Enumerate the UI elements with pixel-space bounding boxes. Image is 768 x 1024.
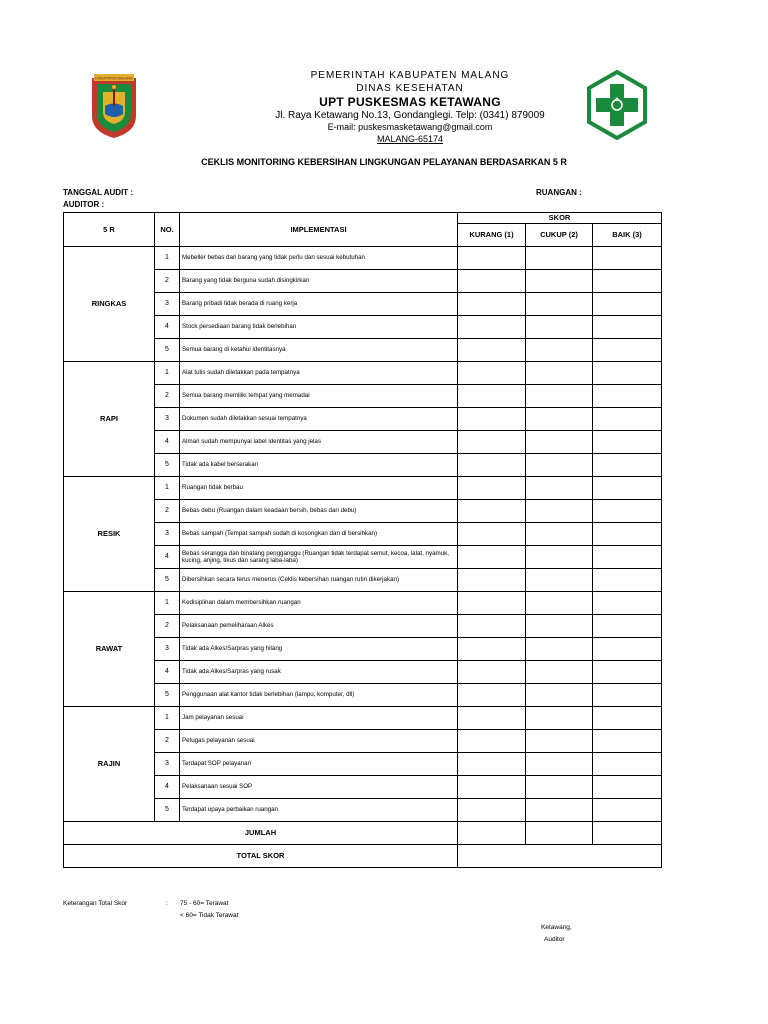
tanggal-audit-label: TANGGAL AUDIT : — [63, 188, 134, 197]
jumlah-label: JUMLAH — [64, 822, 458, 845]
table-row — [64, 707, 662, 730]
score-cukup-cell[interactable] — [526, 454, 593, 477]
item-number: 5 — [155, 339, 180, 362]
signature-role: Auditor — [544, 936, 565, 943]
logo-left-text: KABUPATEN MALANG — [95, 76, 133, 81]
score-kurang-cell[interactable] — [458, 270, 526, 293]
item-implementasi: Bebas serangga dan binatang pengganggu (Ruangan tidak terdapat semut, kecoa, lalat, nyamuk, kucing, anjing, tikus dan sarang laba-laba) — [180, 546, 458, 569]
item-implementasi: Jam pelayanan sesuai — [180, 707, 458, 730]
score-kurang-cell[interactable] — [458, 638, 526, 661]
item-number: 5 — [155, 569, 180, 592]
score-baik-cell[interactable] — [593, 477, 662, 500]
score-baik-cell[interactable] — [593, 523, 662, 546]
item-implementasi: Barang yang tidak berguna sudah disingkirkan — [180, 270, 458, 293]
auditor-label: AUDITOR : — [63, 200, 105, 209]
score-baik-cell[interactable] — [593, 569, 662, 592]
score-kurang-cell[interactable] — [458, 247, 526, 270]
item-implementasi: Alat tulis sudah diletakkan pada tempatnya — [180, 362, 458, 385]
score-kurang-cell[interactable] — [458, 799, 526, 822]
header-email: E-mail: puskesmasketawang@gmail.com — [327, 122, 493, 132]
score-kurang-cell[interactable] — [458, 339, 526, 362]
score-cukup-cell[interactable] — [526, 293, 593, 316]
category-rawat: RAWAT — [64, 592, 155, 707]
category-resik: RESIK — [64, 477, 155, 592]
score-kurang-cell[interactable] — [458, 362, 526, 385]
total-row — [64, 845, 662, 868]
item-number: 2 — [155, 500, 180, 523]
score-baik-cell[interactable] — [593, 431, 662, 454]
score-kurang-cell[interactable] — [458, 546, 526, 569]
score-cukup-cell[interactable] — [526, 684, 593, 707]
score-cukup-cell[interactable] — [526, 477, 593, 500]
table-row — [64, 592, 662, 615]
header-baik: BAIK (3) — [593, 224, 662, 247]
item-number: 2 — [155, 615, 180, 638]
score-kurang-cell[interactable] — [458, 776, 526, 799]
score-kurang-cell[interactable] — [458, 592, 526, 615]
score-baik-cell[interactable] — [593, 615, 662, 638]
header-department: DINAS KESEHATAN — [356, 83, 464, 94]
jumlah-row — [64, 822, 662, 845]
item-implementasi: Tidak ada kabel berserakan — [180, 454, 458, 477]
item-number: 1 — [155, 592, 180, 615]
puskesmas-logo-icon — [586, 70, 648, 140]
header-implementasi: IMPLEMENTASI — [180, 213, 458, 247]
item-number: 1 — [155, 477, 180, 500]
score-kurang-cell[interactable] — [458, 730, 526, 753]
item-implementasi: Terdapat SOP pelayanan — [180, 753, 458, 776]
score-baik-cell[interactable] — [593, 753, 662, 776]
score-cukup-cell[interactable] — [526, 615, 593, 638]
score-cukup-cell[interactable] — [526, 638, 593, 661]
header-no: NO. — [155, 213, 180, 247]
table-row — [64, 477, 662, 500]
score-cukup-cell[interactable] — [526, 431, 593, 454]
range-terawat: 75 - 60= Terawat — [180, 900, 229, 907]
score-baik-cell[interactable] — [593, 730, 662, 753]
jumlah-kurang-cell[interactable] — [458, 822, 526, 845]
kabupaten-malang-logo-icon — [89, 72, 139, 140]
score-cukup-cell[interactable] — [526, 661, 593, 684]
item-number: 4 — [155, 661, 180, 684]
item-number: 5 — [155, 454, 180, 477]
item-implementasi: Semua barang memiliki tempat yang memadai — [180, 385, 458, 408]
score-kurang-cell[interactable] — [458, 523, 526, 546]
document-title: CEKLIS MONITORING KEBERSIHAN LINGKUNGAN PELAYANAN BERDASARKAN 5 R — [201, 157, 567, 167]
score-cukup-cell[interactable] — [526, 730, 593, 753]
item-implementasi: Semua barang di ketahui identitasnya — [180, 339, 458, 362]
item-number: 2 — [155, 385, 180, 408]
score-baik-cell[interactable] — [593, 408, 662, 431]
score-kurang-cell[interactable] — [458, 500, 526, 523]
item-number: 3 — [155, 293, 180, 316]
item-implementasi: Tidak ada Alkes/Sarpras yang hilang — [180, 638, 458, 661]
score-baik-cell[interactable] — [593, 684, 662, 707]
score-cukup-cell[interactable] — [526, 592, 593, 615]
score-baik-cell[interactable] — [593, 362, 662, 385]
score-baik-cell[interactable] — [593, 339, 662, 362]
score-kurang-cell[interactable] — [458, 316, 526, 339]
ruangan-label: RUANGAN : — [536, 188, 582, 197]
score-cukup-cell[interactable] — [526, 270, 593, 293]
score-cukup-cell[interactable] — [526, 776, 593, 799]
score-cukup-cell[interactable] — [526, 569, 593, 592]
item-number: 4 — [155, 546, 180, 569]
score-kurang-cell[interactable] — [458, 408, 526, 431]
header-skor: SKOR — [458, 213, 662, 224]
item-number: 4 — [155, 776, 180, 799]
table-row — [64, 247, 662, 270]
score-cukup-cell[interactable] — [526, 362, 593, 385]
item-number: 4 — [155, 316, 180, 339]
score-kurang-cell[interactable] — [458, 707, 526, 730]
score-cukup-cell[interactable] — [526, 523, 593, 546]
header-government: PEMERINTAH KABUPATEN MALANG — [310, 70, 510, 81]
header-postal: MALANG-65174 — [376, 134, 444, 144]
score-baik-cell[interactable] — [593, 638, 662, 661]
item-implementasi: Barang pribadi tidak berada di ruang kerja — [180, 293, 458, 316]
score-kurang-cell[interactable] — [458, 477, 526, 500]
score-baik-cell[interactable] — [593, 293, 662, 316]
score-kurang-cell[interactable] — [458, 684, 526, 707]
item-number: 3 — [155, 753, 180, 776]
score-baik-cell[interactable] — [593, 799, 662, 822]
item-number: 2 — [155, 270, 180, 293]
total-skor-label: TOTAL SKOR — [64, 845, 458, 868]
category-rapi: RAPI — [64, 362, 155, 477]
signature-place: Ketawang, — [541, 924, 572, 931]
category-rajin: RAJIN — [64, 707, 155, 822]
range-tidak-terawat: < 60= Tidak Terawat — [180, 912, 239, 919]
jumlah-baik-cell[interactable] — [593, 822, 662, 845]
item-implementasi: Almari sudah mempunyai label identitas yang jelas — [180, 431, 458, 454]
score-cukup-cell[interactable] — [526, 385, 593, 408]
total-skor-cell[interactable] — [458, 845, 662, 868]
item-implementasi: Ruangan tidak berbau — [180, 477, 458, 500]
score-baik-cell[interactable] — [593, 316, 662, 339]
item-implementasi: Kedisiplinan dalam membersihkan ruangan — [180, 592, 458, 615]
item-number: 3 — [155, 638, 180, 661]
header-cukup: CUKUP (2) — [526, 224, 593, 247]
category-ringkas: RINGKAS — [64, 247, 155, 362]
score-kurang-cell[interactable] — [458, 431, 526, 454]
score-baik-cell[interactable] — [593, 707, 662, 730]
item-implementasi: Terdapat upaya perbaikan ruangan — [180, 799, 458, 822]
item-implementasi: Mebeller bebas dari barang yang tidak perlu dan sesuai kebutuhan — [180, 247, 458, 270]
item-implementasi: Tidak ada Alkes/Sarpras yang rusak — [180, 661, 458, 684]
score-baik-cell[interactable] — [593, 661, 662, 684]
checklist-table — [63, 212, 662, 868]
item-implementasi: Bebas sampah (Tempat sampah sudah di kosongkan dan di bersihkan) — [180, 523, 458, 546]
score-cukup-cell[interactable] — [526, 546, 593, 569]
header-5r: 5 R — [64, 213, 155, 247]
item-number: 1 — [155, 247, 180, 270]
item-implementasi: Petugas pelayanan sesuai — [180, 730, 458, 753]
score-baik-cell[interactable] — [593, 247, 662, 270]
item-implementasi: Dokumen sudah diletakkan sesuai tempatnya — [180, 408, 458, 431]
item-number: 5 — [155, 799, 180, 822]
score-cukup-cell[interactable] — [526, 408, 593, 431]
score-baik-cell[interactable] — [593, 454, 662, 477]
score-cukup-cell[interactable] — [526, 707, 593, 730]
item-implementasi: Bebas debu (Ruangan dalam keadaan bersih, bebas dari debu) — [180, 500, 458, 523]
item-number: 2 — [155, 730, 180, 753]
keterangan-colon: : — [166, 900, 168, 907]
header-address: Jl. Raya Ketawang No.13, Gondanglegi. Telp: (0341) 879009 — [275, 110, 545, 121]
item-number: 5 — [155, 684, 180, 707]
score-cukup-cell[interactable] — [526, 339, 593, 362]
jumlah-cukup-cell[interactable] — [526, 822, 593, 845]
score-kurang-cell[interactable] — [458, 569, 526, 592]
item-implementasi: Pelaksanaan pemeliharaan Alkes — [180, 615, 458, 638]
item-number: 3 — [155, 408, 180, 431]
item-implementasi: Penggunaan alat kantor tidak berlebihan (lampu, komputer, dll) — [180, 684, 458, 707]
score-baik-cell[interactable] — [593, 592, 662, 615]
header-organization: UPT PUSKESMAS KETAWANG — [319, 95, 501, 109]
score-cukup-cell[interactable] — [526, 247, 593, 270]
score-kurang-cell[interactable] — [458, 385, 526, 408]
item-number: 4 — [155, 431, 180, 454]
item-implementasi: Dibersihkan secara terus menerus (Ceklis kebersihan ruangan rutin dikerjakan) — [180, 569, 458, 592]
item-implementasi: Pelaksanaan sesuai SOP — [180, 776, 458, 799]
item-number: 1 — [155, 707, 180, 730]
score-kurang-cell[interactable] — [458, 661, 526, 684]
score-baik-cell[interactable] — [593, 776, 662, 799]
score-baik-cell[interactable] — [593, 270, 662, 293]
score-cukup-cell[interactable] — [526, 799, 593, 822]
score-kurang-cell[interactable] — [458, 753, 526, 776]
keterangan-label: Keterangan Total Skor — [63, 900, 128, 907]
header-kurang: KURANG (1) — [458, 224, 526, 247]
item-implementasi: Stock persediaan barang tidak berlebihan — [180, 316, 458, 339]
score-kurang-cell[interactable] — [458, 615, 526, 638]
score-kurang-cell[interactable] — [458, 454, 526, 477]
item-number: 1 — [155, 362, 180, 385]
score-baik-cell[interactable] — [593, 500, 662, 523]
score-cukup-cell[interactable] — [526, 500, 593, 523]
score-baik-cell[interactable] — [593, 546, 662, 569]
table-row — [64, 362, 662, 385]
item-number: 3 — [155, 523, 180, 546]
score-cukup-cell[interactable] — [526, 753, 593, 776]
score-kurang-cell[interactable] — [458, 293, 526, 316]
score-baik-cell[interactable] — [593, 385, 662, 408]
score-cukup-cell[interactable] — [526, 316, 593, 339]
